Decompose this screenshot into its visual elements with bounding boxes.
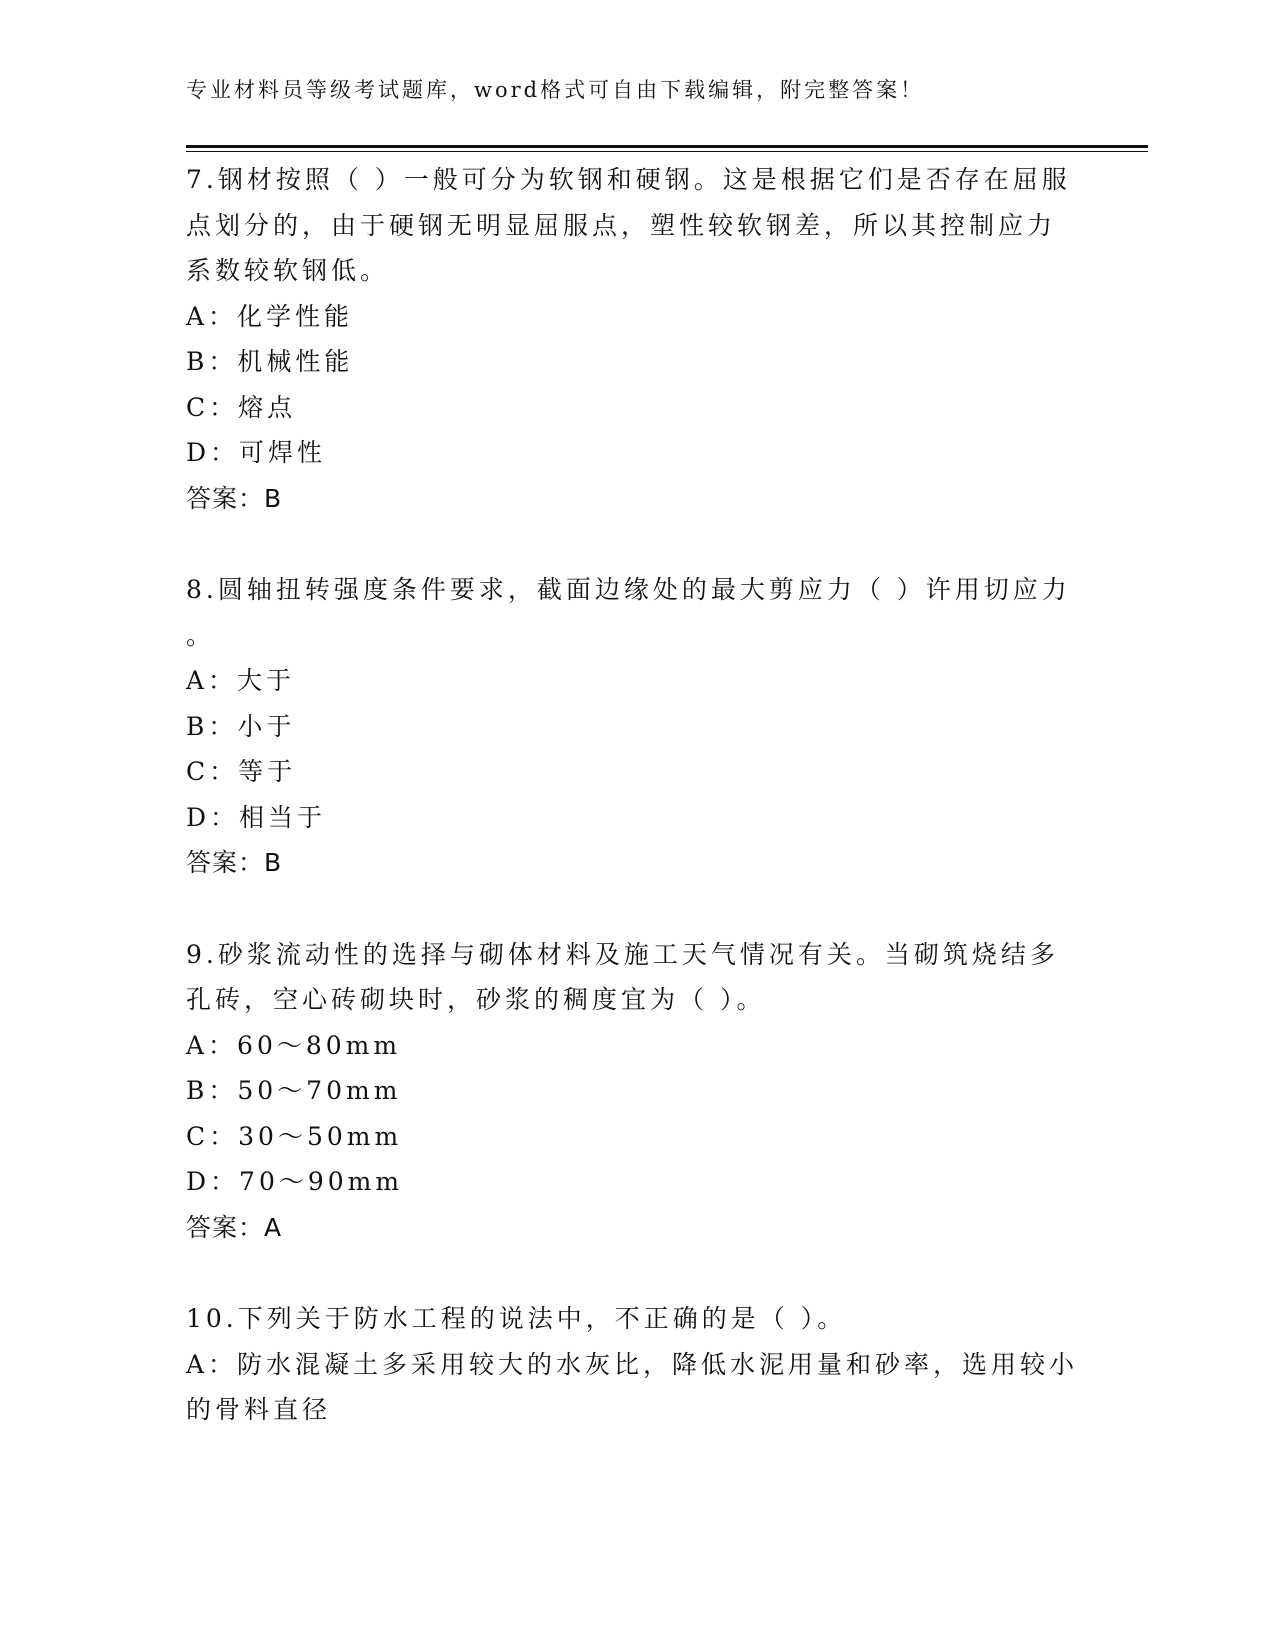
answer-label: 答案：B — [186, 848, 283, 877]
option-a: A：防水混凝土多采用较大的水灰比，降低水泥用量和砂率，选用较小 — [186, 1349, 1079, 1379]
option-b: B：小于 — [186, 711, 296, 741]
question-10 — [186, 1296, 1086, 1433]
answer-label: 答案：A — [186, 1212, 283, 1242]
option-d: D：70～90mm — [186, 1167, 404, 1196]
question-list — [186, 157, 1086, 1433]
header-rule-thin — [186, 151, 1148, 152]
question-spacer — [186, 886, 1086, 932]
option-a-continued: 的骨料直径 — [186, 1395, 332, 1424]
question-stem-line: 9.砂浆流动性的选择与砌体材料及施工天气情况有关。当砌筑烧结多 — [186, 939, 1059, 969]
question-9 — [186, 932, 1086, 1251]
question-8 — [186, 567, 1086, 886]
question-stem-line: 7.钢材按照（ ）一般可分为软钢和硬钢。这是根据它们是否存在屈服 — [186, 165, 1071, 194]
option-d: D：相当于 — [186, 802, 327, 832]
answer-label: 答案：B — [186, 483, 283, 513]
question-stem-line: 8.圆轴扭转强度条件要求，截面边缘处的最大剪应力（ ）许用切应力 — [186, 575, 1071, 604]
question-stem-line: 系数较软钢低。 — [186, 256, 390, 285]
question-spacer — [186, 1250, 1086, 1296]
option-a: A：60～80mm — [186, 1030, 402, 1060]
question-stem-line: 。 — [186, 620, 216, 650]
option-c: C：等于 — [186, 757, 297, 786]
option-c: C：熔点 — [186, 392, 297, 422]
question-7 — [186, 157, 1086, 521]
question-spacer — [186, 521, 1086, 567]
option-c: C：30～50mm — [186, 1121, 403, 1151]
header-rule-thick — [186, 145, 1148, 148]
option-b: B：50～70mm — [186, 1076, 402, 1105]
option-b: B：机械性能 — [186, 347, 354, 376]
question-stem-line: 10.下列关于防水工程的说法中，不正确的是（ ）。 — [186, 1304, 847, 1333]
page-header: 专业材料员等级考试题库，word格式可自由下载编辑，附完整答案！ — [186, 78, 925, 102]
question-stem-line: 点划分的，由于硬钢无明显屈服点，塑性较软钢差，所以其控制应力 — [186, 210, 1057, 240]
option-a: A：大于 — [186, 666, 296, 695]
option-d: D：可焊性 — [186, 438, 327, 467]
option-a: A：化学性能 — [186, 301, 354, 331]
question-stem-line: 孔砖，空心砖砌块时，砂浆的稠度宜为（ ）。 — [186, 985, 766, 1014]
